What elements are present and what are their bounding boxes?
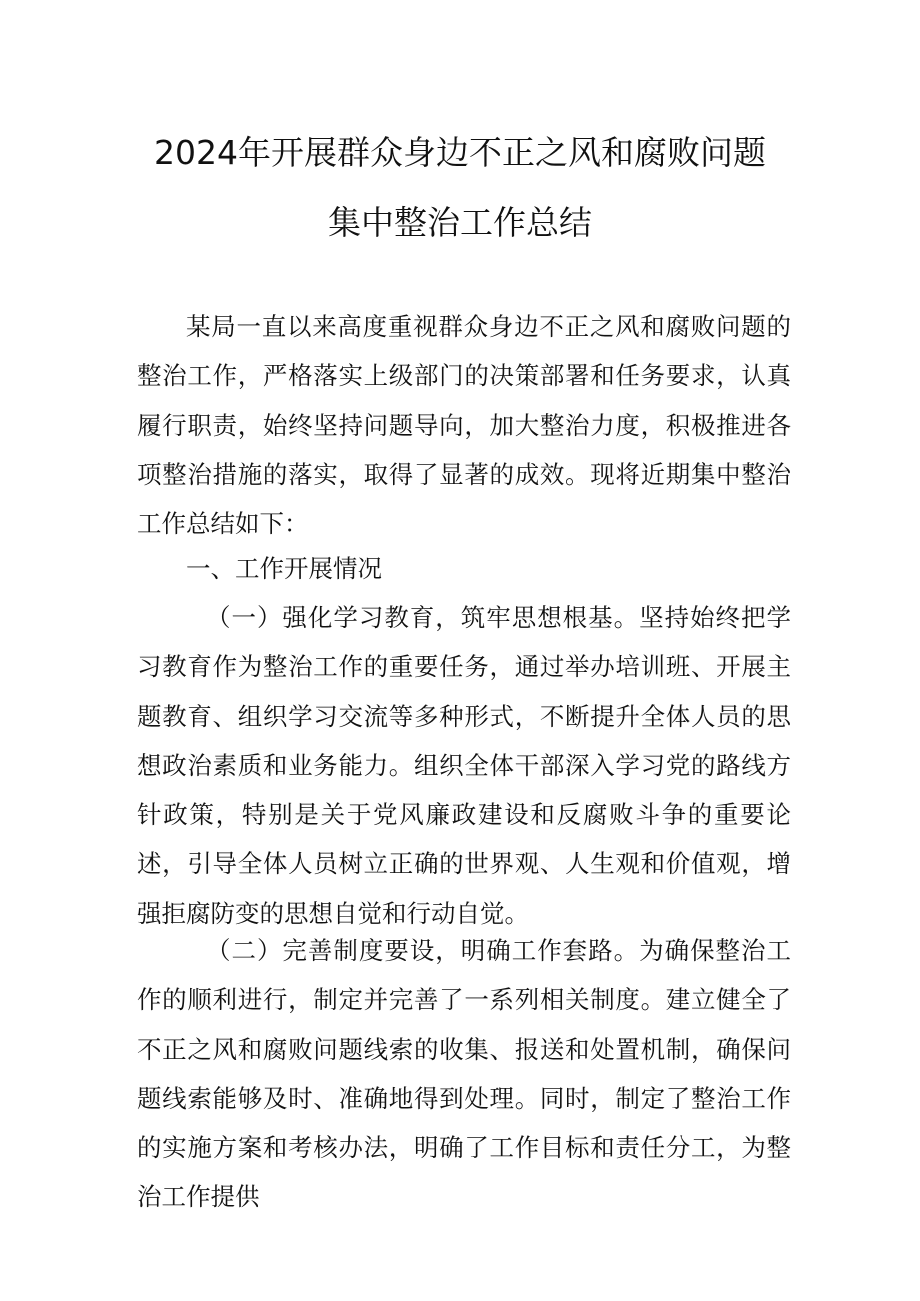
section-2-paragraph: （二）完善制度要设，明确工作套路。为确保整治工作的顺利进行，制定并完善了一系列相关制度。建立健全了不正之风和腐败问题线索的收集、报送和处置机制，确保问题线索能够及时、准确地得到处理。同时，制定了整治工作的实施方案和考核办法，明确了工作目标和责任分工，为整治工作提供 [137,936,791,1212]
section-heading-1: 一、工作开展情况 [186,554,382,583]
document-title-line-2: 集中整治工作总结 [328,203,592,242]
section-1-paragraph: （一）强化学习教育，筑牢思想根基。坚持始终把学习教育作为整治工作的重要任务，通过举办培训班、开展主题教育、组织学习交流等多种形式，不断提升全体人员的思想政治素质和业务能力。组织全体干部深入学习党的路线方针政策，特别是关于党风廉政建设和反腐败斗争的重要论述，引导全体人员树立正确的世界观、人生观和价值观，增强拒腐防变的思想自觉和行动自觉。 [137,603,791,928]
intro-paragraph: 某局一直以来高度重视群众身边不正之风和腐败问题的整治工作，严格落实上级部门的决策部署和任务要求，认真履行职责，始终坚持问题导向，加大整治力度，积极推进各项整治措施的落实，取得了显著的成效。现将近期集中整治工作总结如下： [137,312,791,539]
document-title-line-1: 2024年开展群众身边不正之风和腐败问题 [154,133,766,172]
